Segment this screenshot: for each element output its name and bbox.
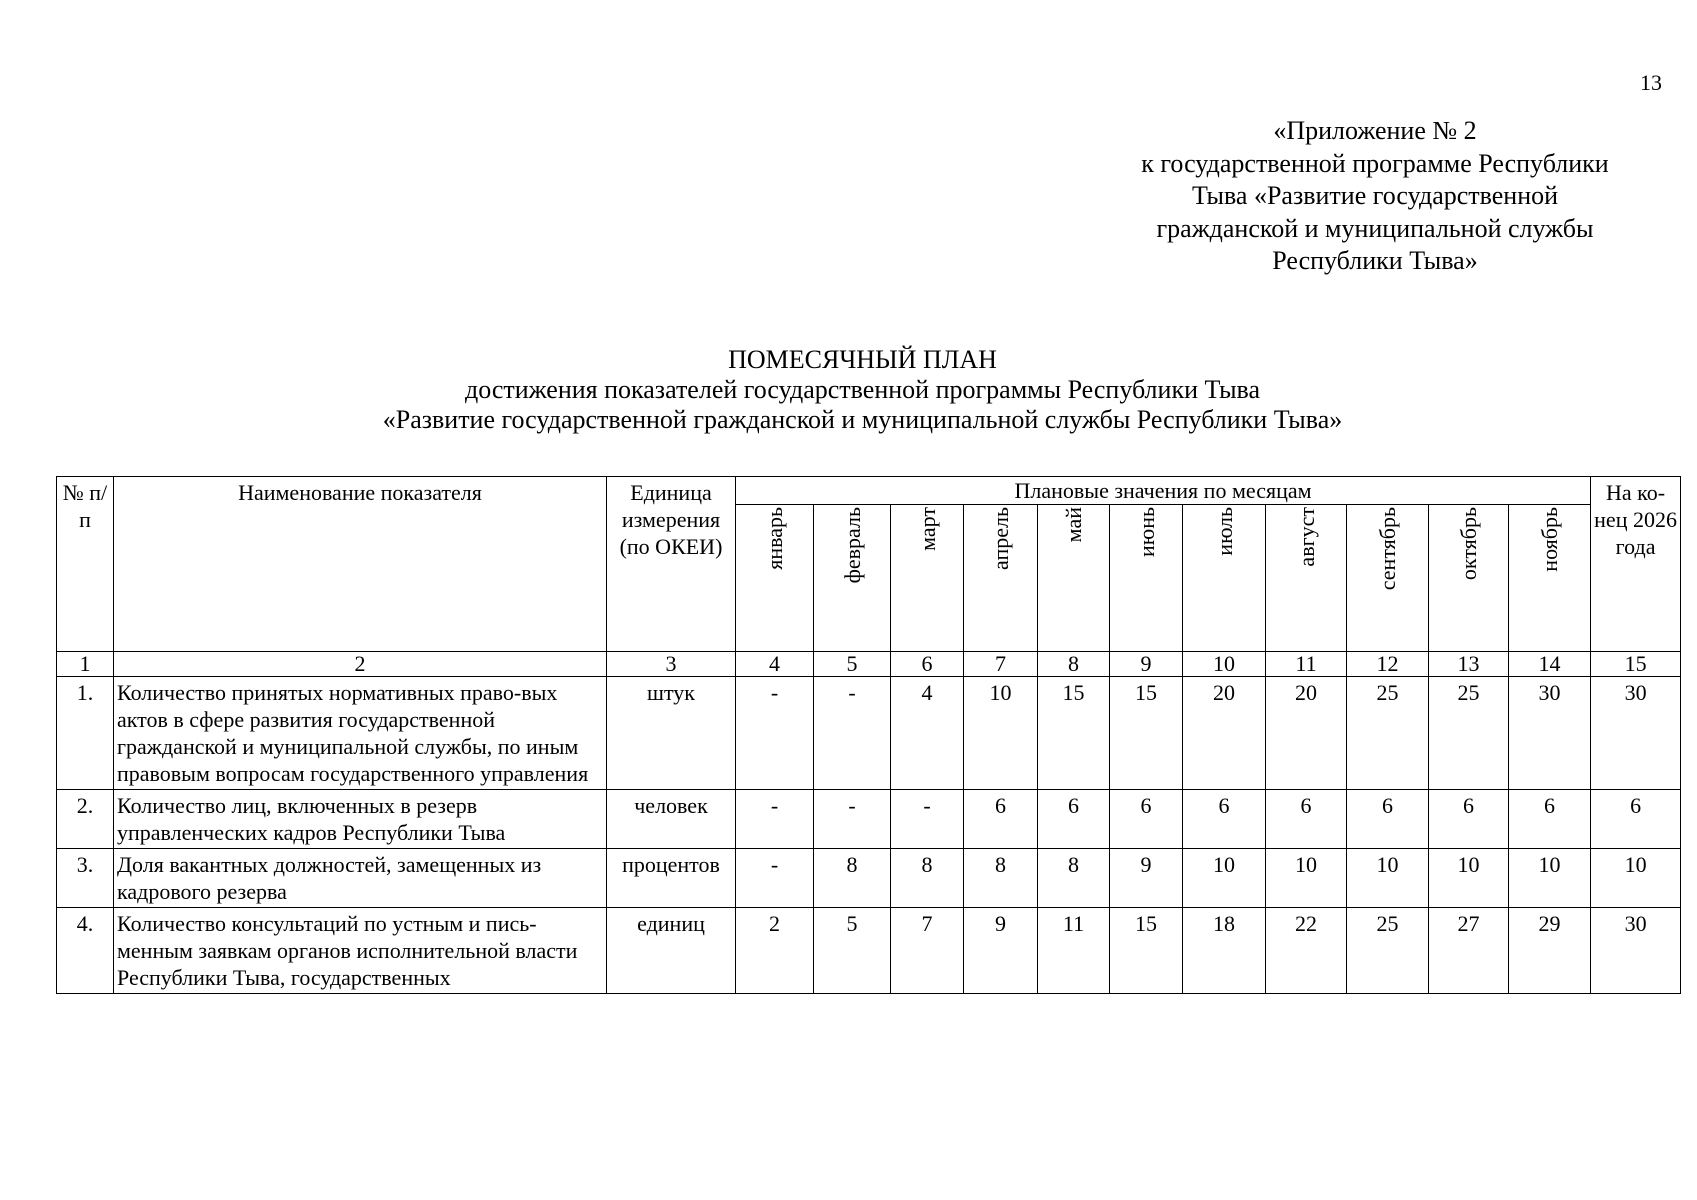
- monthly-value: -: [736, 790, 814, 849]
- monthly-value: 10: [964, 677, 1038, 790]
- monthly-value: 27: [1429, 908, 1509, 994]
- row-number: 1.: [57, 677, 114, 790]
- title-subtitle: достижения показателей государственной программы Республики Тыва: [464, 375, 1261, 404]
- appendix-line: Тыва «Развитие государственной: [1191, 181, 1559, 210]
- title-program-name: «Развитие государственной гражданской и муниципальной службы Республики Тыва»: [382, 405, 1343, 434]
- monthly-value: 15: [1038, 677, 1110, 790]
- appendix-line: Республики Тыва»: [1272, 246, 1478, 275]
- end-of-year-value: 30: [1591, 677, 1681, 790]
- monthly-value: 10: [1347, 849, 1429, 908]
- monthly-value: 6: [1038, 790, 1110, 849]
- monthly-value: -: [814, 790, 891, 849]
- monthly-value: -: [891, 790, 964, 849]
- monthly-value: 20: [1183, 677, 1266, 790]
- row-number: 2.: [57, 790, 114, 849]
- monthly-value: 6: [1509, 790, 1591, 849]
- month-header: сентябрь: [1347, 505, 1429, 652]
- month-header: ноябрь: [1509, 505, 1591, 652]
- column-number-row: [57, 652, 1681, 677]
- monthly-value: 6: [1110, 790, 1183, 849]
- monthly-value: 10: [1429, 849, 1509, 908]
- column-number: 11: [1266, 652, 1347, 677]
- month-header: июнь: [1110, 505, 1183, 652]
- column-number: 5: [814, 652, 891, 677]
- header-indicator-name: Наименование показателя: [114, 477, 607, 652]
- monthly-value: -: [736, 849, 814, 908]
- monthly-value: 25: [1347, 677, 1429, 790]
- indicator-name: Количество консультаций по устным и пись-менным заявкам органов исполнительной власти Республики Тыва, государственных: [114, 908, 607, 994]
- header-unit: Единица измерения (по ОКЕИ): [607, 477, 736, 652]
- table-row: [57, 849, 1681, 908]
- monthly-value: 6: [1266, 790, 1347, 849]
- title-main: ПОМЕСЯЧНЫЙ ПЛАН: [728, 345, 997, 374]
- document-title: [0, 345, 1697, 435]
- indicator-unit: процентов: [607, 849, 736, 908]
- monthly-value: 9: [964, 908, 1038, 994]
- monthly-value: 22: [1266, 908, 1347, 994]
- indicator-name: Количество лиц, включенных в резерв управленческих кадров Республики Тыва: [114, 790, 607, 849]
- header-row-number: № п/п: [57, 477, 114, 652]
- monthly-value: 30: [1509, 677, 1591, 790]
- monthly-value: -: [814, 677, 891, 790]
- header-monthly-values: Плановые значения по месяцам: [736, 477, 1591, 505]
- column-number: 1: [57, 652, 114, 677]
- monthly-value: 8: [964, 849, 1038, 908]
- column-number: 4: [736, 652, 814, 677]
- row-number: 4.: [57, 908, 114, 994]
- month-header: март: [891, 505, 964, 652]
- indicator-name: Количество принятых нормативных право-вых актов в сфере развития государственной гражданской и муниципальной службы, по иным правовым вопросам государственного управления: [114, 677, 607, 790]
- column-number: 14: [1509, 652, 1591, 677]
- row-number: 3.: [57, 849, 114, 908]
- monthly-value: 15: [1110, 677, 1183, 790]
- monthly-value: 25: [1429, 677, 1509, 790]
- monthly-value: 5: [814, 908, 891, 994]
- month-header: август: [1266, 505, 1347, 652]
- indicator-unit: человек: [607, 790, 736, 849]
- monthly-value: 6: [1183, 790, 1266, 849]
- table-row: [57, 677, 1681, 790]
- column-number: 7: [964, 652, 1038, 677]
- monthly-value: 11: [1038, 908, 1110, 994]
- month-header: апрель: [964, 505, 1038, 652]
- monthly-value: -: [736, 677, 814, 790]
- monthly-value: 8: [1038, 849, 1110, 908]
- end-of-year-value: 30: [1591, 908, 1681, 994]
- monthly-value: 4: [891, 677, 964, 790]
- monthly-value: 8: [891, 849, 964, 908]
- monthly-value: 10: [1509, 849, 1591, 908]
- monthly-value: 10: [1183, 849, 1266, 908]
- column-number: 2: [114, 652, 607, 677]
- column-number: 6: [891, 652, 964, 677]
- table-row: [57, 790, 1681, 849]
- monthly-plan-table: [56, 476, 1681, 994]
- table-row: [57, 908, 1681, 994]
- page-number: 13: [1640, 70, 1662, 95]
- monthly-value: 29: [1509, 908, 1591, 994]
- monthly-value: 25: [1347, 908, 1429, 994]
- month-header: февраль: [814, 505, 891, 652]
- monthly-value: 18: [1183, 908, 1266, 994]
- month-header: июль: [1183, 505, 1266, 652]
- indicator-name: Доля вакантных должностей, замещенных из кадрового резерва: [114, 849, 607, 908]
- monthly-value: 2: [736, 908, 814, 994]
- appendix-reference: [1100, 115, 1650, 278]
- month-header: октябрь: [1429, 505, 1509, 652]
- appendix-line: гражданской и муниципальной службы: [1156, 213, 1594, 243]
- header-end-of-year: На ко-нец 2026 года: [1591, 477, 1681, 652]
- monthly-value: 6: [964, 790, 1038, 849]
- column-number: 13: [1429, 652, 1509, 677]
- column-number: 12: [1347, 652, 1429, 677]
- column-number: 8: [1038, 652, 1110, 677]
- month-header: январь: [736, 505, 814, 652]
- monthly-value: 6: [1429, 790, 1509, 849]
- column-number: 15: [1591, 652, 1681, 677]
- appendix-line: «Приложение № 2: [1273, 116, 1477, 145]
- end-of-year-value: 10: [1591, 849, 1681, 908]
- monthly-value: 8: [814, 849, 891, 908]
- end-of-year-value: 6: [1591, 790, 1681, 849]
- monthly-value: 9: [1110, 849, 1183, 908]
- month-header: май: [1038, 505, 1110, 652]
- indicator-unit: штук: [607, 677, 736, 790]
- appendix-line: к государственной программе Республики: [1141, 148, 1609, 178]
- monthly-value: 15: [1110, 908, 1183, 994]
- monthly-value: 6: [1347, 790, 1429, 849]
- column-number: 9: [1110, 652, 1183, 677]
- indicator-unit: единиц: [607, 908, 736, 994]
- monthly-value: 10: [1266, 849, 1347, 908]
- monthly-value: 20: [1266, 677, 1347, 790]
- monthly-value: 7: [891, 908, 964, 994]
- column-number: 10: [1183, 652, 1266, 677]
- column-number: 3: [607, 652, 736, 677]
